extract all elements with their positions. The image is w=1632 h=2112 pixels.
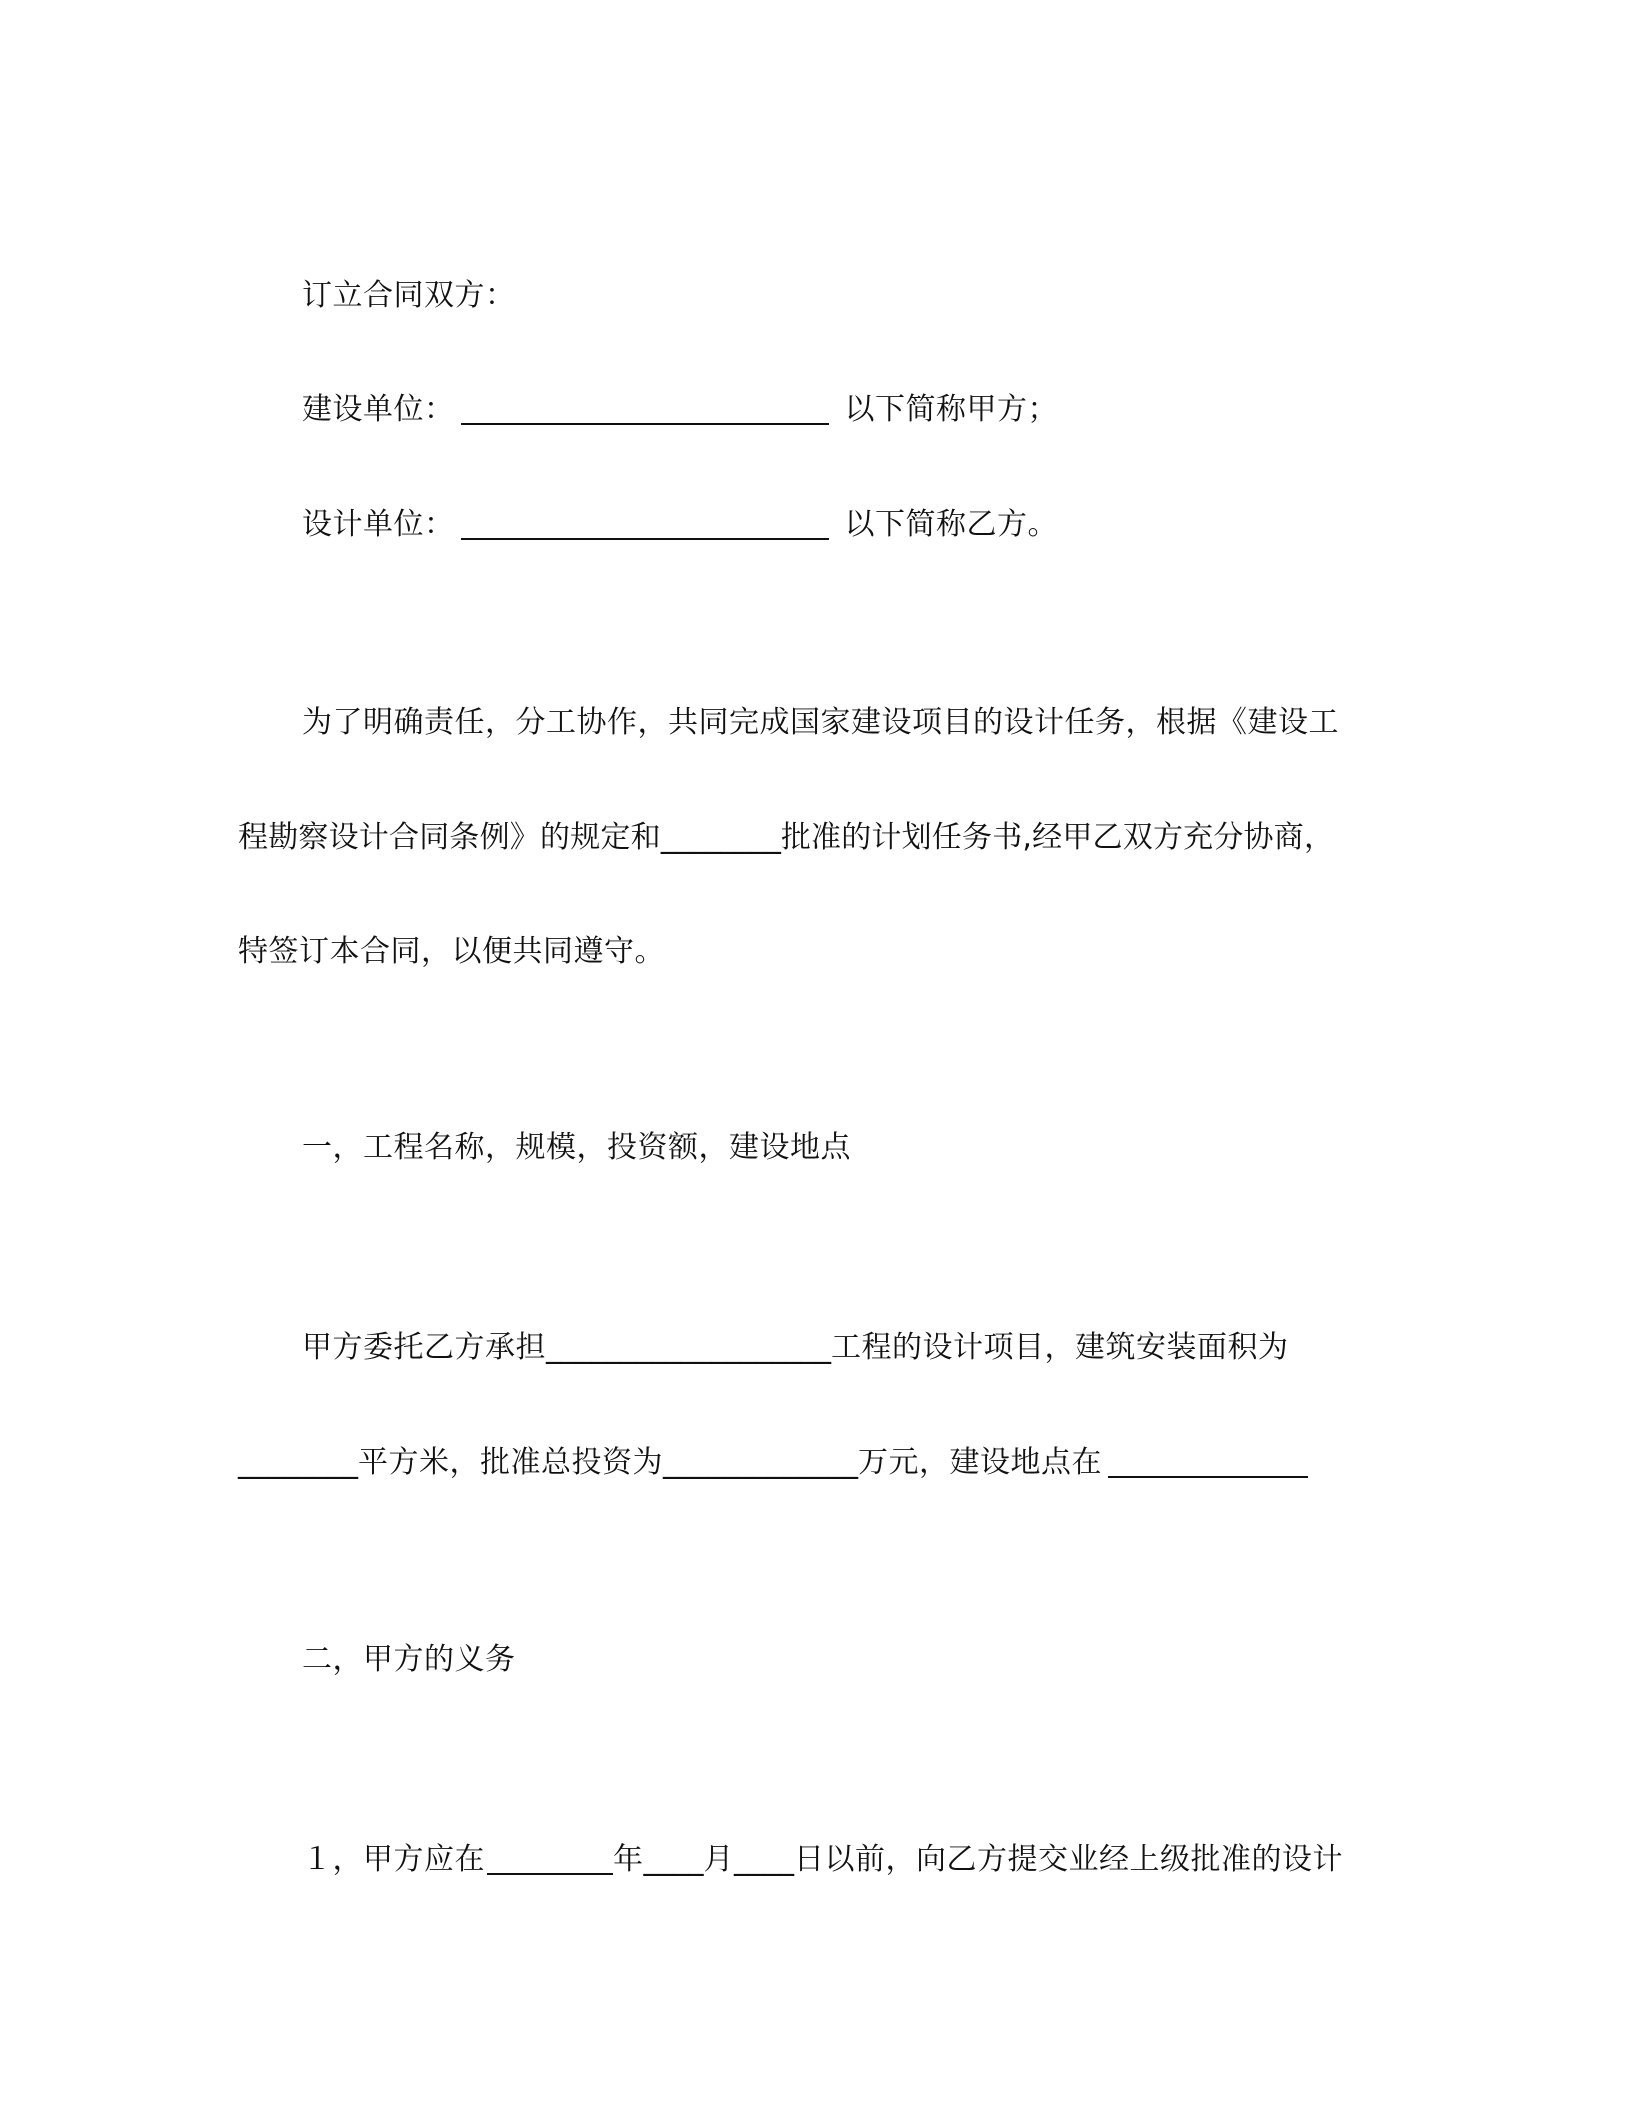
section-1-heading-text: 一，工程名称，规模，投资额，建设地点 [302, 1130, 851, 1165]
construction-unit-suffix: 以下简称甲方； [844, 392, 1059, 427]
preamble-line-3 [238, 932, 665, 972]
section-1-line-2 [238, 1443, 1308, 1483]
design-unit-label: 设计单位： [302, 507, 455, 542]
item-1-year-label: 年 [613, 1842, 644, 1877]
construction-unit-label: 建设单位： [302, 392, 455, 427]
section-2-heading [302, 1640, 516, 1680]
section-1-text-2b: 万元，建设地点在 [858, 1445, 1102, 1480]
design-unit-suffix: 以下简称乙方。 [844, 507, 1059, 542]
design-unit-blank [461, 537, 829, 540]
preamble-text-3: 特签订本合同，以便共同遵守。 [238, 934, 665, 969]
preamble-text-2b: 批准的计划任务书,经甲乙双方充分协商， [780, 820, 1335, 855]
approval-authority-blank: ________ [660, 820, 781, 855]
design-unit-line [302, 505, 1058, 545]
preamble-line-2 [238, 818, 1334, 858]
section-2-heading-text: 二，甲方的义务 [302, 1642, 516, 1677]
preamble-line-1 [302, 703, 1339, 743]
day-blank: ____ [734, 1842, 794, 1877]
investment-blank: _____________ [663, 1445, 858, 1480]
section-1-text-1a: 甲方委托乙方承担 [302, 1330, 546, 1365]
item-1-text-a: １，甲方应在 [302, 1842, 485, 1877]
section-1-text-2a: 平方米，批准总投资为 [358, 1445, 663, 1480]
area-blank: ________ [238, 1445, 358, 1480]
item-1-month-label: 月 [703, 1842, 734, 1877]
section-1-heading [302, 1128, 851, 1168]
preamble-text-2a: 程勘察设计合同条例》的规定和 [238, 820, 661, 855]
parties-heading [302, 276, 516, 316]
year-blank [487, 1872, 613, 1875]
section-1-line-1 [302, 1328, 1289, 1368]
section-1-text-1b: 工程的设计项目，建筑安装面积为 [831, 1330, 1289, 1365]
parties-heading-text: 订立合同双方： [302, 278, 516, 313]
item-1-text-d: 日以前，向乙方提交业经上级批准的设计 [794, 1842, 1343, 1877]
construction-unit-line [302, 390, 1058, 430]
project-name-blank: ___________________ [546, 1330, 831, 1365]
preamble-text-1: 为了明确责任，分工协作，共同完成国家建设项目的设计任务，根据《建设工 [302, 705, 1339, 740]
month-blank: ____ [643, 1842, 704, 1877]
construction-unit-blank [461, 422, 829, 425]
section-2-item-1 [302, 1840, 1343, 1880]
location-blank [1108, 1475, 1308, 1478]
